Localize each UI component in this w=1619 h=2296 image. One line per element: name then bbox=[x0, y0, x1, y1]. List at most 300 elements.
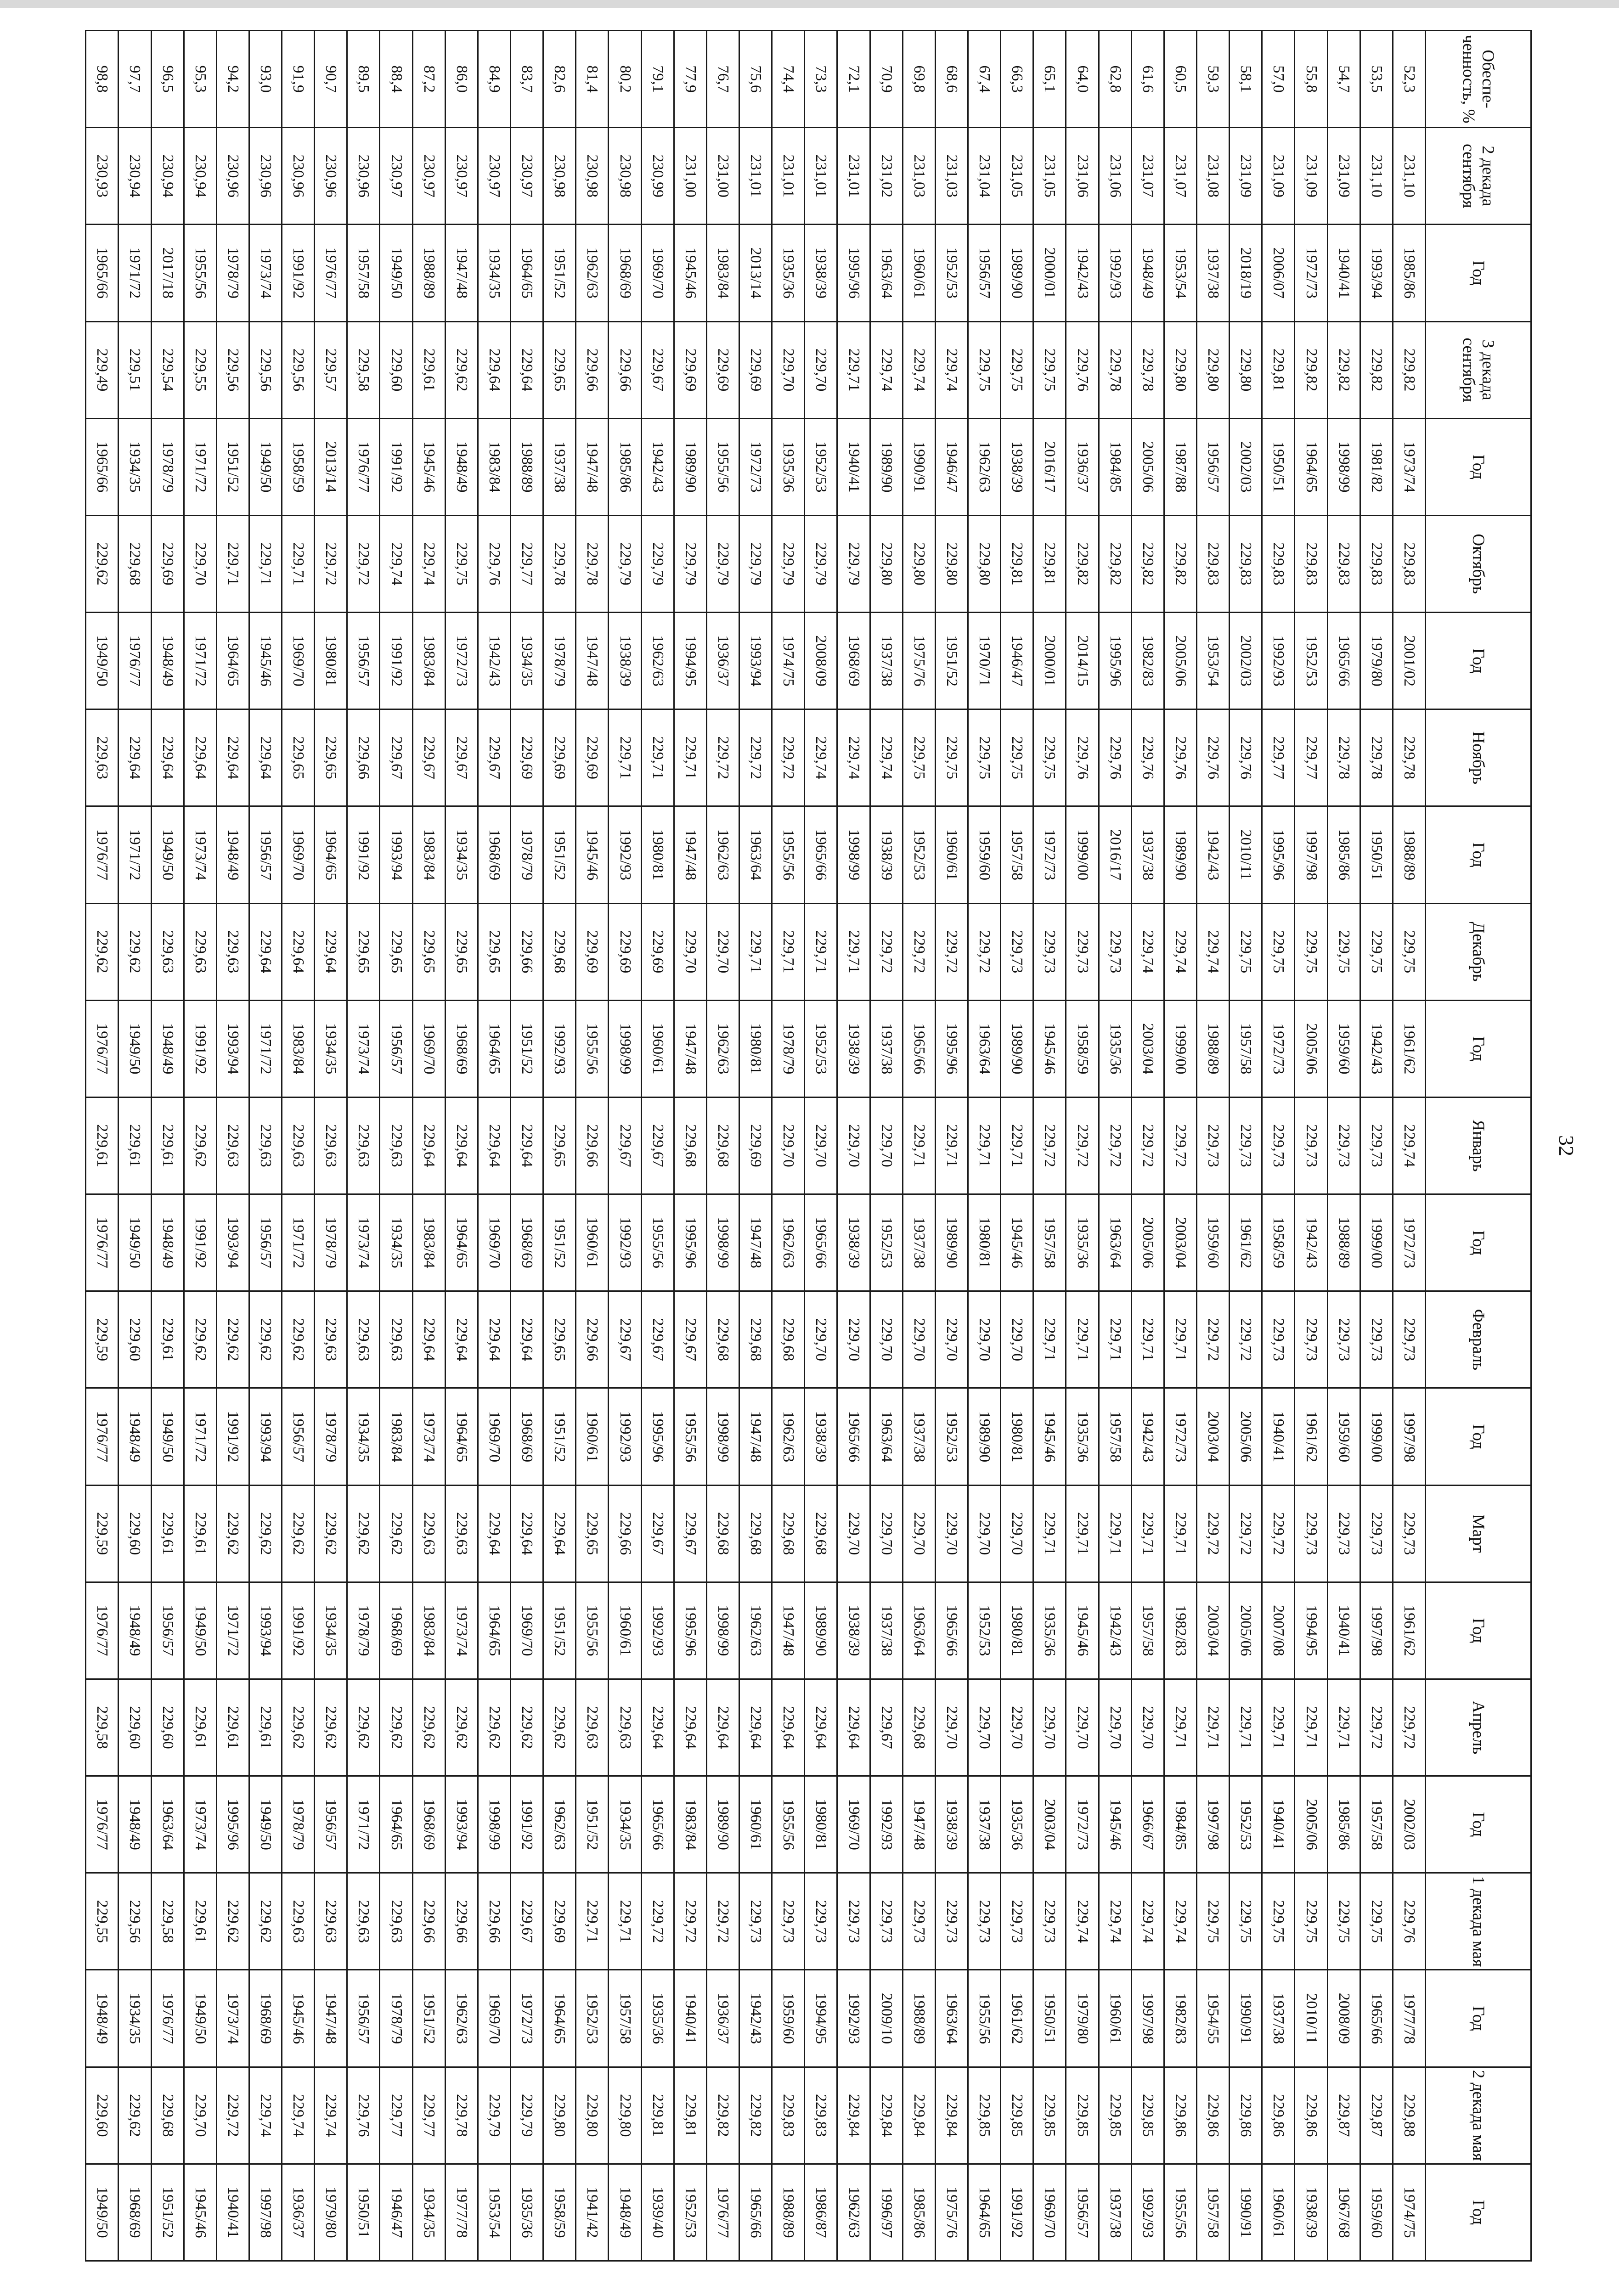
table-cell: 229,60 bbox=[118, 1291, 151, 1388]
table-cell: 229,73 bbox=[1262, 1291, 1295, 1388]
table-cell: 229,56 bbox=[216, 321, 249, 418]
table-cell: 229,64 bbox=[739, 1679, 772, 1776]
table-cell: 229,70 bbox=[1099, 1679, 1131, 1776]
table-cell: 229,64 bbox=[315, 903, 347, 1000]
table-cell: 231,09 bbox=[1230, 128, 1262, 225]
table-cell: 2006/07 bbox=[1262, 225, 1295, 321]
table-cell: 87,2 bbox=[412, 31, 445, 128]
table-cell: 1965/66 bbox=[805, 1194, 837, 1291]
table-cell: 229,70 bbox=[935, 1485, 968, 1582]
table-cell: 1985/86 bbox=[903, 2164, 935, 2261]
table-cell: 1958/59 bbox=[1262, 1194, 1295, 1291]
table-cell: 76,7 bbox=[706, 31, 739, 128]
table-cell: 1942/43 bbox=[1197, 806, 1230, 903]
table-cell: 229,75 bbox=[1262, 903, 1295, 1000]
table-cell: 229,64 bbox=[706, 1679, 739, 1776]
table-cell: 1991/92 bbox=[1001, 2164, 1033, 2261]
table-row bbox=[1001, 31, 1033, 2261]
table-body bbox=[86, 31, 1426, 2261]
table-cell: 1956/57 bbox=[151, 1582, 184, 1679]
table-cell: 229,51 bbox=[118, 321, 151, 418]
table-cell: 1955/56 bbox=[184, 225, 216, 321]
table-cell: 1966/67 bbox=[1131, 1776, 1164, 1873]
table-cell: 229,72 bbox=[935, 903, 968, 1000]
table-cell: 1985/86 bbox=[1327, 806, 1360, 903]
table-cell: 1949/50 bbox=[184, 1582, 216, 1679]
table-cell: 1958/59 bbox=[543, 2164, 576, 2261]
table-cell: 1956/57 bbox=[347, 1970, 380, 2067]
table-cell: 229,70 bbox=[968, 1485, 1001, 1582]
table-cell: 75,6 bbox=[739, 31, 772, 128]
column-header: Год bbox=[1426, 1000, 1531, 1097]
table-cell: 1947/48 bbox=[576, 418, 609, 515]
table-cell: 229,62 bbox=[543, 1679, 576, 1776]
table-cell: 1989/90 bbox=[1164, 806, 1196, 903]
table-cell: 1992/93 bbox=[609, 806, 641, 903]
table-cell: 229,74 bbox=[282, 2067, 315, 2164]
table-cell: 2007/08 bbox=[1262, 1582, 1295, 1679]
table-cell: 229,65 bbox=[478, 903, 510, 1000]
table-cell: 229,74 bbox=[249, 2067, 282, 2164]
table-cell: 1957/58 bbox=[1001, 806, 1033, 903]
table-cell: 1999/00 bbox=[1360, 1194, 1393, 1291]
table-cell: 1955/56 bbox=[772, 1776, 805, 1873]
table-cell: 229,75 bbox=[1295, 1873, 1327, 1970]
table-cell: 1937/38 bbox=[968, 1776, 1001, 1873]
table-cell: 1938/39 bbox=[1295, 2164, 1327, 2261]
table-cell: 229,65 bbox=[412, 903, 445, 1000]
table-cell: 229,75 bbox=[1327, 1873, 1360, 1970]
table-cell: 1969/70 bbox=[837, 1776, 870, 1873]
table-cell: 1934/35 bbox=[347, 1388, 380, 1485]
table-cell: 229,68 bbox=[903, 1679, 935, 1776]
table-cell: 229,74 bbox=[1393, 1097, 1425, 1194]
table-cell: 229,70 bbox=[968, 1679, 1001, 1776]
table-cell: 2005/06 bbox=[1295, 1776, 1327, 1873]
table-cell: 1964/65 bbox=[216, 613, 249, 709]
table-cell: 229,73 bbox=[739, 1873, 772, 1970]
table-cell: 1935/36 bbox=[511, 2164, 543, 2261]
table-cell: 229,74 bbox=[1099, 1873, 1131, 1970]
table-cell: 229,61 bbox=[118, 1097, 151, 1194]
table-cell: 1938/39 bbox=[609, 613, 641, 709]
table-cell: 229,80 bbox=[1230, 321, 1262, 418]
table-cell: 229,62 bbox=[511, 1679, 543, 1776]
table-cell: 1998/99 bbox=[706, 1582, 739, 1679]
table-cell: 231,01 bbox=[837, 128, 870, 225]
table-cell: 1940/41 bbox=[1262, 1776, 1295, 1873]
table-cell: 229,81 bbox=[1033, 515, 1066, 612]
table-cell: 1934/35 bbox=[609, 1776, 641, 1873]
table-cell: 229,62 bbox=[380, 1679, 412, 1776]
table-cell: 229,71 bbox=[935, 1097, 968, 1194]
table-cell: 1952/53 bbox=[935, 225, 968, 321]
table-cell: 1942/43 bbox=[641, 418, 674, 515]
table-cell: 2005/06 bbox=[1230, 1388, 1262, 1485]
table-cell: 1955/56 bbox=[674, 1388, 706, 1485]
table-cell: 1985/86 bbox=[1393, 225, 1425, 321]
table-cell: 229,64 bbox=[511, 1291, 543, 1388]
table-cell: 229,70 bbox=[772, 321, 805, 418]
table-cell: 229,73 bbox=[903, 1873, 935, 1970]
table-cell: 229,60 bbox=[118, 1485, 151, 1582]
table-cell: 229,61 bbox=[151, 1097, 184, 1194]
table-cell: 1974/75 bbox=[1393, 2164, 1425, 2261]
table-cell: 229,72 bbox=[1393, 1679, 1425, 1776]
table-cell: 1952/53 bbox=[935, 1388, 968, 1485]
table-cell: 73,3 bbox=[805, 31, 837, 128]
table-cell: 229,86 bbox=[1164, 2067, 1196, 2164]
table-cell: 1983/84 bbox=[412, 806, 445, 903]
table-cell: 1948/49 bbox=[118, 1776, 151, 1873]
table-cell: 1956/57 bbox=[315, 1776, 347, 1873]
table-cell: 229,75 bbox=[1393, 903, 1425, 1000]
table-cell: 231,09 bbox=[1295, 128, 1327, 225]
table-cell: 229,64 bbox=[118, 709, 151, 806]
table-cell: 229,70 bbox=[837, 1097, 870, 1194]
table-cell: 229,82 bbox=[1164, 515, 1196, 612]
table-cell: 229,68 bbox=[118, 515, 151, 612]
table-cell: 1952/53 bbox=[870, 1194, 903, 1291]
table-cell: 229,84 bbox=[903, 2067, 935, 2164]
table-cell: 2001/02 bbox=[1393, 613, 1425, 709]
table-cell: 1949/50 bbox=[380, 225, 412, 321]
table-cell: 229,67 bbox=[412, 709, 445, 806]
table-cell: 1945/46 bbox=[576, 806, 609, 903]
table-cell: 1988/89 bbox=[903, 1970, 935, 2067]
table-cell: 229,69 bbox=[576, 903, 609, 1000]
table-cell: 229,64 bbox=[674, 1679, 706, 1776]
table-cell: 229,69 bbox=[674, 321, 706, 418]
table-cell: 1963/64 bbox=[151, 1776, 184, 1873]
table-cell: 229,70 bbox=[903, 1291, 935, 1388]
table-cell: 1939/40 bbox=[641, 2164, 674, 2261]
table-cell: 1946/47 bbox=[380, 2164, 412, 2261]
table-cell: 229,64 bbox=[511, 1485, 543, 1582]
table-cell: 229,67 bbox=[380, 709, 412, 806]
table-cell: 229,58 bbox=[151, 1873, 184, 1970]
table-cell: 229,71 bbox=[609, 709, 641, 806]
table-cell: 229,77 bbox=[1295, 709, 1327, 806]
table-cell: 1959/60 bbox=[1327, 1000, 1360, 1097]
table-cell: 1963/64 bbox=[935, 1970, 968, 2067]
table-cell: 229,63 bbox=[445, 1485, 478, 1582]
table-cell: 229,62 bbox=[216, 1873, 249, 1970]
table-cell: 2003/04 bbox=[1197, 1582, 1230, 1679]
table-cell: 1982/83 bbox=[1131, 613, 1164, 709]
table-cell: 229,63 bbox=[184, 903, 216, 1000]
table-cell: 1956/57 bbox=[968, 225, 1001, 321]
table-cell: 1947/48 bbox=[772, 1582, 805, 1679]
table-cell: 229,76 bbox=[1131, 709, 1164, 806]
table-cell: 1978/79 bbox=[282, 1776, 315, 1873]
table-cell: 1962/63 bbox=[739, 1582, 772, 1679]
table-cell: 229,82 bbox=[1360, 321, 1393, 418]
column-header: Декабрь bbox=[1426, 903, 1531, 1000]
table-cell: 229,61 bbox=[184, 1485, 216, 1582]
table-cell: 229,72 bbox=[347, 515, 380, 612]
table-cell: 1945/46 bbox=[412, 418, 445, 515]
column-header: Год bbox=[1426, 2164, 1531, 2261]
table-cell: 1984/85 bbox=[1164, 1776, 1196, 1873]
table-cell: 1983/84 bbox=[674, 1776, 706, 1873]
table-cell: 229,76 bbox=[1066, 321, 1099, 418]
table-cell: 229,64 bbox=[412, 1291, 445, 1388]
table-cell: 1962/63 bbox=[641, 613, 674, 709]
table-cell: 229,77 bbox=[511, 515, 543, 612]
table-cell: 1983/84 bbox=[412, 1194, 445, 1291]
table-cell: 1999/00 bbox=[1066, 806, 1099, 903]
table-cell: 229,63 bbox=[315, 1291, 347, 1388]
table-cell: 1942/43 bbox=[1066, 225, 1099, 321]
table-cell: 229,80 bbox=[968, 515, 1001, 612]
table-cell: 1969/70 bbox=[511, 1582, 543, 1679]
table-cell: 229,71 bbox=[1164, 1291, 1196, 1388]
table-cell: 229,73 bbox=[1360, 1291, 1393, 1388]
table-cell: 229,67 bbox=[641, 1097, 674, 1194]
table-cell: 1961/62 bbox=[1393, 1000, 1425, 1097]
table-cell: 229,69 bbox=[511, 709, 543, 806]
table-cell: 1935/36 bbox=[1066, 1194, 1099, 1291]
table-cell: 229,70 bbox=[1001, 1679, 1033, 1776]
table-cell: 1973/74 bbox=[216, 1970, 249, 2067]
table-cell: 229,71 bbox=[837, 321, 870, 418]
table-cell: 1949/50 bbox=[151, 806, 184, 903]
table-cell: 1960/61 bbox=[576, 1388, 609, 1485]
table-cell: 1978/79 bbox=[347, 1582, 380, 1679]
table-cell: 229,69 bbox=[151, 515, 184, 612]
table-cell: 1963/64 bbox=[739, 806, 772, 903]
table-cell: 229,63 bbox=[282, 1097, 315, 1194]
table-cell: 1935/36 bbox=[772, 418, 805, 515]
table-cell: 231,06 bbox=[1066, 128, 1099, 225]
table-cell: 229,87 bbox=[1327, 2067, 1360, 2164]
table-cell: 81,4 bbox=[576, 31, 609, 128]
table-cell: 74,4 bbox=[772, 31, 805, 128]
table-cell: 1968/69 bbox=[511, 1194, 543, 1291]
table-cell: 229,65 bbox=[445, 903, 478, 1000]
table-cell: 229,76 bbox=[478, 515, 510, 612]
table-cell: 229,72 bbox=[1033, 1097, 1066, 1194]
table-row bbox=[903, 31, 935, 2261]
table-cell: 1964/65 bbox=[968, 2164, 1001, 2261]
table-row bbox=[1033, 31, 1066, 2261]
table-cell: 1965/66 bbox=[903, 1000, 935, 1097]
table-cell: 229,68 bbox=[772, 1485, 805, 1582]
table-cell: 229,82 bbox=[1327, 321, 1360, 418]
table-cell: 1995/96 bbox=[674, 1194, 706, 1291]
table-cell: 229,67 bbox=[641, 1291, 674, 1388]
table-cell: 1968/69 bbox=[380, 1582, 412, 1679]
table-cell: 229,63 bbox=[609, 1679, 641, 1776]
column-header: 1 декада мая bbox=[1426, 1873, 1531, 1970]
table-cell: 229,83 bbox=[805, 2067, 837, 2164]
table-cell: 230,96 bbox=[282, 128, 315, 225]
table-cell: 229,65 bbox=[543, 1097, 576, 1194]
table-cell: 229,64 bbox=[805, 1679, 837, 1776]
table-cell: 1964/65 bbox=[445, 1388, 478, 1485]
table-cell: 79,1 bbox=[641, 31, 674, 128]
table-cell: 1998/99 bbox=[837, 806, 870, 903]
table-cell: 1971/72 bbox=[118, 225, 151, 321]
table-cell: 229,64 bbox=[543, 1485, 576, 1582]
table-cell: 229,83 bbox=[1197, 515, 1230, 612]
table-cell: 1955/56 bbox=[968, 1970, 1001, 2067]
table-cell: 1978/79 bbox=[315, 1194, 347, 1291]
table-cell: 2002/03 bbox=[1230, 613, 1262, 709]
column-header: 2 декада мая bbox=[1426, 2067, 1531, 2164]
table-cell: 1989/90 bbox=[968, 1388, 1001, 1485]
table-cell: 229,67 bbox=[609, 1097, 641, 1194]
table-cell: 229,73 bbox=[1295, 1097, 1327, 1194]
table-cell: 1945/46 bbox=[1033, 1388, 1066, 1485]
table-cell: 229,68 bbox=[706, 1291, 739, 1388]
table-cell: 1963/64 bbox=[1099, 1194, 1131, 1291]
table-cell: 229,71 bbox=[1001, 1097, 1033, 1194]
table-row bbox=[282, 31, 315, 2261]
table-cell: 1962/63 bbox=[576, 225, 609, 321]
table-cell: 1942/43 bbox=[1295, 1194, 1327, 1291]
table-cell: 229,81 bbox=[674, 2067, 706, 2164]
table-cell: 230,96 bbox=[315, 128, 347, 225]
table-row bbox=[1164, 31, 1196, 2261]
table-cell: 1989/90 bbox=[805, 1582, 837, 1679]
table-cell: 1992/93 bbox=[837, 1970, 870, 2067]
table-cell: 1955/56 bbox=[772, 806, 805, 903]
table-cell: 229,58 bbox=[86, 1679, 118, 1776]
table-cell: 1988/89 bbox=[412, 225, 445, 321]
table-cell: 230,98 bbox=[576, 128, 609, 225]
table-cell: 229,71 bbox=[1164, 1485, 1196, 1582]
table-cell: 1951/52 bbox=[412, 1970, 445, 2067]
table-row bbox=[118, 31, 151, 2261]
table-cell: 1978/79 bbox=[380, 1970, 412, 2067]
table-cell: 229,86 bbox=[1295, 2067, 1327, 2164]
table-cell: 229,64 bbox=[511, 321, 543, 418]
table-cell: 1934/35 bbox=[315, 1000, 347, 1097]
table-cell: 1937/38 bbox=[870, 1582, 903, 1679]
table-cell: 1937/38 bbox=[1099, 2164, 1131, 2261]
column-header: Ноябрь bbox=[1426, 709, 1531, 806]
table-cell: 229,67 bbox=[674, 1291, 706, 1388]
table-cell: 1969/70 bbox=[641, 225, 674, 321]
column-header: Октябрь bbox=[1426, 515, 1531, 612]
table-cell: 229,63 bbox=[216, 903, 249, 1000]
table-cell: 1961/62 bbox=[1001, 1970, 1033, 2067]
table-cell: 1968/69 bbox=[445, 1000, 478, 1097]
table-cell: 1976/77 bbox=[347, 418, 380, 515]
table-cell: 2010/11 bbox=[1295, 1970, 1327, 2067]
table-cell: 229,62 bbox=[445, 321, 478, 418]
table-cell: 1995/96 bbox=[674, 1582, 706, 1679]
table-cell: 1937/38 bbox=[903, 1388, 935, 1485]
table-cell: 1955/56 bbox=[576, 1000, 609, 1097]
table-cell: 1965/66 bbox=[1327, 613, 1360, 709]
table-cell: 1998/99 bbox=[1327, 418, 1360, 515]
table-cell: 69,8 bbox=[903, 31, 935, 128]
table-cell: 229,74 bbox=[903, 321, 935, 418]
table-cell: 1938/39 bbox=[837, 1194, 870, 1291]
table-row bbox=[1131, 31, 1164, 2261]
table-cell: 229,66 bbox=[445, 1873, 478, 1970]
table-row bbox=[347, 31, 380, 2261]
table-cell: 229,66 bbox=[576, 321, 609, 418]
table-cell: 231,10 bbox=[1360, 128, 1393, 225]
table-cell: 229,81 bbox=[1001, 515, 1033, 612]
table-cell: 1963/64 bbox=[870, 1388, 903, 1485]
table-cell: 229,66 bbox=[412, 1873, 445, 1970]
table-cell: 1947/48 bbox=[674, 806, 706, 903]
table-cell: 229,55 bbox=[86, 1873, 118, 1970]
table-cell: 231,07 bbox=[1131, 128, 1164, 225]
table-cell: 66,3 bbox=[1001, 31, 1033, 128]
table-cell: 229,62 bbox=[282, 1291, 315, 1388]
table-cell: 229,87 bbox=[1360, 2067, 1393, 2164]
table-cell: 1981/82 bbox=[1360, 418, 1393, 515]
table-cell: 231,10 bbox=[1393, 128, 1425, 225]
table-cell: 1956/57 bbox=[249, 1194, 282, 1291]
table-cell: 229,79 bbox=[805, 515, 837, 612]
table-row bbox=[739, 31, 772, 2261]
table-cell: 229,78 bbox=[445, 2067, 478, 2164]
table-cell: 229,74 bbox=[805, 709, 837, 806]
table-cell: 229,59 bbox=[86, 1485, 118, 1582]
table-cell: 1940/41 bbox=[837, 418, 870, 515]
table-cell: 230,94 bbox=[184, 128, 216, 225]
table-cell: 1997/98 bbox=[1393, 1388, 1425, 1485]
table-cell: 229,77 bbox=[1262, 709, 1295, 806]
table-cell: 1989/90 bbox=[1001, 1000, 1033, 1097]
table-cell: 229,57 bbox=[315, 321, 347, 418]
table-cell: 1992/93 bbox=[1131, 2164, 1164, 2261]
table-cell: 229,67 bbox=[870, 1679, 903, 1776]
table-cell: 229,71 bbox=[1131, 1485, 1164, 1582]
table-cell: 229,74 bbox=[1131, 1873, 1164, 1970]
table-cell: 229,67 bbox=[511, 1873, 543, 1970]
table-cell: 1993/94 bbox=[216, 1194, 249, 1291]
table-cell: 229,83 bbox=[1327, 515, 1360, 612]
table-cell: 1938/39 bbox=[805, 225, 837, 321]
table-cell: 1976/77 bbox=[86, 806, 118, 903]
table-cell: 229,73 bbox=[1327, 1485, 1360, 1582]
table-cell: 1960/61 bbox=[935, 806, 968, 903]
table-cell: 1942/43 bbox=[1131, 1388, 1164, 1485]
table-cell: 229,71 bbox=[903, 1097, 935, 1194]
table-cell: 1968/69 bbox=[249, 1970, 282, 2067]
table-cell: 229,60 bbox=[86, 2067, 118, 2164]
table-cell: 1957/58 bbox=[1197, 2164, 1230, 2261]
table-cell: 229,63 bbox=[216, 1097, 249, 1194]
table-cell: 1969/70 bbox=[478, 1194, 510, 1291]
table-cell: 2016/17 bbox=[1033, 418, 1066, 515]
table-cell: 229,71 bbox=[968, 1097, 1001, 1194]
table-cell: 230,96 bbox=[347, 128, 380, 225]
table-cell: 1956/57 bbox=[1197, 418, 1230, 515]
table-cell: 1935/36 bbox=[1066, 1388, 1099, 1485]
table-cell: 231,01 bbox=[772, 128, 805, 225]
table-cell: 1962/63 bbox=[543, 1776, 576, 1873]
table-cell: 229,69 bbox=[543, 1873, 576, 1970]
table-cell: 229,63 bbox=[282, 1873, 315, 1970]
table-cell: 1940/41 bbox=[1262, 1388, 1295, 1485]
table-cell: 229,49 bbox=[86, 321, 118, 418]
table-cell: 231,00 bbox=[706, 128, 739, 225]
table-cell: 1957/58 bbox=[1230, 1000, 1262, 1097]
table-cell: 1957/58 bbox=[1360, 1776, 1393, 1873]
table-cell: 229,85 bbox=[968, 2067, 1001, 2164]
table-cell: 229,84 bbox=[870, 2067, 903, 2164]
table-cell: 229,75 bbox=[1001, 709, 1033, 806]
